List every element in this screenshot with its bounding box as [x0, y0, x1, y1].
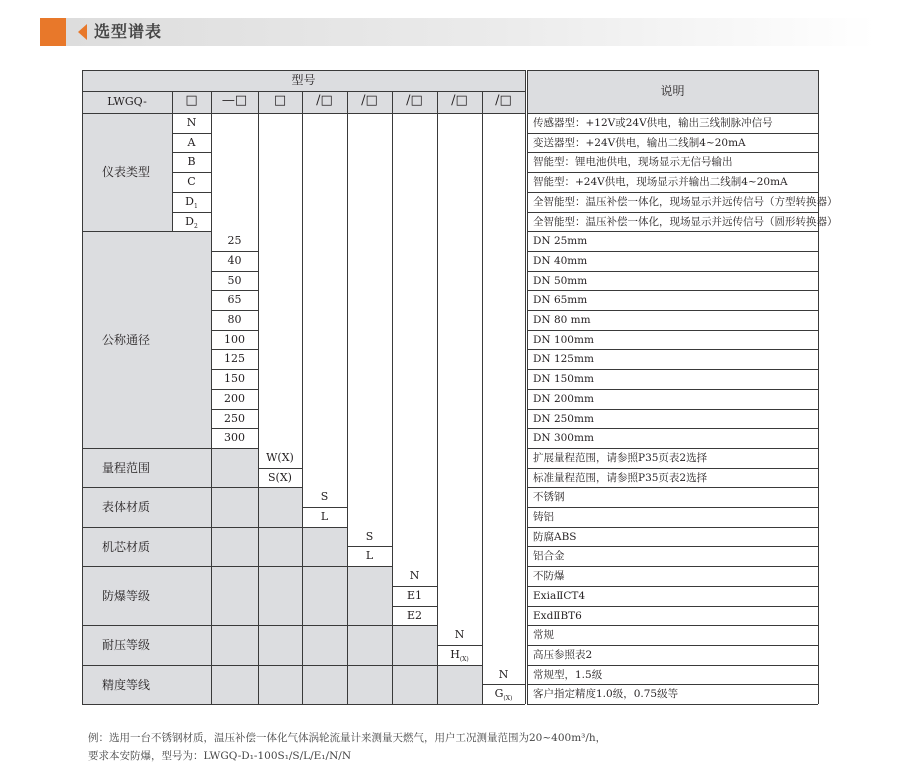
desc-row-line: [527, 389, 818, 390]
model-prefix: LWGQ-: [107, 95, 147, 108]
code-cell-6-2: E1: [406, 589, 423, 602]
desc-row-line: [527, 369, 818, 370]
code-row-line: [211, 271, 258, 272]
code-row-line: [172, 152, 211, 153]
code-cell-1-5: $D_1$: [185, 195, 198, 211]
code-cell-2-3: 50: [227, 274, 242, 287]
description-10: DN 65mm: [533, 294, 588, 306]
description-17: DN 300mm: [533, 432, 594, 444]
group-label-3: 量程范围: [102, 460, 151, 475]
example-note-line-2: 要求本安防爆，型号为：LWGQ-D₁-100S₁/S/L/E₁/N/N: [88, 750, 352, 762]
code-cell-2-8: 150: [224, 372, 245, 385]
code-cell-2-4: 65: [227, 293, 242, 306]
description-19: 标准量程范围，请参照P35页表2选择: [533, 472, 708, 484]
code-row-line: [437, 645, 482, 646]
desc-row-line: [527, 310, 818, 311]
group-separator: [82, 665, 437, 666]
code-cell-5-1: S: [365, 530, 374, 543]
description-14: DN 150mm: [533, 373, 594, 385]
desc-row-line: [527, 507, 818, 508]
code-col-continue-line: [347, 527, 348, 704]
code-col-left-line: [302, 113, 303, 527]
code-row-line: [437, 665, 482, 666]
section-header-bar: [40, 18, 876, 46]
description-5: 全智能型：温压补偿一体化，现场显示并远传信号（方型转换器）: [533, 196, 838, 208]
desc-row-line: [527, 290, 818, 291]
description-23: 铝合金: [533, 550, 565, 562]
description-22: 防腐ABS: [533, 531, 577, 543]
code-row-line: [211, 310, 258, 311]
description-7: DN 25mm: [533, 235, 588, 247]
code-header-1: □: [185, 93, 198, 108]
code-cell-2-5: 80: [227, 313, 242, 326]
code-cell-2-11: 300: [224, 431, 245, 444]
description-8: DN 40mm: [533, 255, 588, 267]
code-row-line: [258, 487, 302, 488]
code-col-continue-line: [437, 625, 438, 704]
desc-row-line: [527, 172, 818, 173]
code-cell-2-9: 200: [224, 392, 245, 405]
desc-row-line: [527, 409, 818, 410]
header-sub-line: [82, 91, 525, 92]
code-cell-8-2: $G_{(X)}$: [494, 687, 513, 703]
desc-row-line: [527, 665, 818, 666]
table-top-border: [82, 70, 525, 71]
code-row-line: [302, 527, 347, 528]
code-row-line: [172, 212, 211, 213]
code-col-continue-line: [211, 231, 212, 704]
code-cell-6-3: E2: [406, 609, 423, 622]
desc-row-line: [527, 606, 818, 607]
group-separator: [82, 625, 392, 626]
description-6: 全智能型：温压补偿一体化，现场显示并远传信号（圆形转换器）: [533, 216, 838, 228]
group-separator: [82, 566, 347, 567]
code-cell-7-2: $H_{(X)}$: [450, 648, 469, 664]
description-1: 传感器型：+12V或24V供电，输出三线制脉冲信号: [533, 117, 773, 129]
code-row-line: [172, 172, 211, 173]
code-row-line: [211, 251, 258, 252]
description-13: DN 125mm: [533, 353, 594, 365]
code-row-line: [211, 389, 258, 390]
desc-heading: 说明: [660, 84, 685, 98]
desc-row-line: [527, 645, 818, 646]
code-header-2: —□: [221, 93, 248, 108]
code-cell-2-1: 25: [227, 234, 242, 247]
code-col-continue-line: [392, 566, 393, 704]
code-col-left-line: [482, 113, 483, 704]
code-cell-2-6: 100: [224, 333, 245, 346]
code-header-7: /□: [451, 93, 468, 108]
group-separator: [82, 527, 302, 528]
desc-row-line: [527, 192, 818, 193]
model-desc-divider: [525, 70, 526, 704]
page-title: 选型谱表: [94, 22, 163, 41]
code-cell-4-1: S: [320, 490, 329, 503]
code-row-line: [392, 606, 437, 607]
desc-header-bottom-line: [527, 113, 818, 114]
code-row-line: [211, 349, 258, 350]
description-25: ExiaⅡCT4: [533, 590, 586, 602]
code-cell-8-1: N: [498, 668, 509, 681]
description-30: 客户指定精度1.0级，0.75级等: [533, 688, 679, 700]
example-note-line-1: 例：选用一台不锈钢材质，温压补偿一体化气体涡轮流量计来测量天燃气，用户工况测量范围为20~400m³/h，: [88, 732, 607, 744]
code-row-line: [392, 586, 437, 587]
code-header-5: /□: [361, 93, 378, 108]
table-left-border: [82, 70, 83, 704]
header-accent-block: [40, 18, 66, 46]
description-29: 常规型，1.5级: [533, 669, 603, 681]
code-header-3: □: [273, 93, 287, 108]
code-row-line: [211, 409, 258, 410]
code-col-left-line: [347, 113, 348, 566]
code-cell-1-4: C: [187, 175, 196, 188]
desc-row-line: [527, 448, 818, 449]
code-col-continue-line: [258, 448, 259, 704]
code-row-line: [347, 566, 392, 567]
code-row-line: [172, 133, 211, 134]
group-label-1: 仪表类型: [102, 165, 151, 179]
group-label-8: 精度等线: [102, 677, 151, 692]
description-26: ExdⅡBT6: [533, 610, 582, 622]
group-label-4: 表体材质: [102, 500, 151, 514]
code-row-line: [258, 468, 302, 469]
code-cell-4-2: L: [320, 510, 329, 523]
desc-row-line: [527, 625, 818, 626]
code-row-line: [172, 192, 211, 193]
description-11: DN 80 mm: [533, 314, 591, 326]
header-bottom-line: [82, 113, 525, 114]
code-cell-2-7: 125: [224, 352, 245, 365]
group-separator: [82, 231, 172, 232]
code-col-left-line: [392, 113, 393, 625]
description-24: 不防爆: [533, 570, 565, 582]
group-label-7: 耐压等级: [102, 638, 151, 652]
code-row-line: [211, 330, 258, 331]
desc-row-line: [527, 468, 818, 469]
group-label-5: 机芯材质: [102, 539, 151, 554]
desc-row-line: [527, 566, 818, 567]
desc-row-line: [527, 231, 818, 232]
code-row-line: [302, 507, 347, 508]
code-cell-3-2: S(X): [268, 471, 292, 484]
description-21: 铸铝: [533, 511, 554, 523]
code-row-line: [211, 369, 258, 370]
desc-row-line: [527, 251, 818, 252]
code-cell-2-2: 40: [227, 254, 242, 267]
description-28: 高压参照表2: [533, 649, 593, 661]
code-row-line: [392, 625, 437, 626]
code-row-line: [482, 684, 525, 685]
code-cell-1-3: B: [187, 155, 196, 168]
code-cell-3-1: W(X): [266, 451, 294, 464]
desc-row-line: [527, 487, 818, 488]
description-3: 智能型：锂电池供电，现场显示无信号输出: [533, 156, 733, 168]
arrow-left-icon: [78, 24, 87, 40]
description-18: 扩展量程范围，请参照P35页表2选择: [533, 452, 708, 464]
code-col-continue-line: [482, 665, 483, 704]
code-row-line: [482, 704, 525, 705]
desc-row-line: [527, 330, 818, 331]
code-cell-7-1: N: [454, 628, 465, 641]
code-header-4: /□: [316, 93, 333, 108]
code-row-line: [347, 546, 392, 547]
group-separator: [82, 448, 211, 449]
description-9: DN 50mm: [533, 275, 588, 287]
description-2: 变送器型：+24V供电，输出二线制4~20mA: [533, 137, 746, 149]
desc-row-line: [527, 271, 818, 272]
description-16: DN 250mm: [533, 413, 594, 425]
desc-row-line: [527, 586, 818, 587]
description-4: 智能型：+24V供电，现场显示并输出二线制4~20mA: [533, 176, 788, 188]
description-27: 常规: [533, 629, 554, 641]
desc-bottom-border: [527, 704, 818, 705]
group-label-6: 防爆等级: [102, 588, 151, 603]
code-header-6: /□: [406, 93, 423, 108]
code-cell-6-1: N: [409, 569, 420, 582]
desc-row-line: [527, 349, 818, 350]
code-col-left-line: [437, 113, 438, 665]
code-cell-5-2: L: [365, 549, 374, 562]
code-cell-1-6: $D_2$: [185, 215, 198, 231]
code-col-continue-line: [302, 487, 303, 704]
desc-row-line: [527, 428, 818, 429]
description-12: DN 100mm: [533, 334, 594, 346]
code-row-line: [172, 231, 211, 232]
code-header-8: /□: [495, 93, 512, 108]
table-right-border: [818, 70, 819, 704]
code-row-line: [211, 448, 258, 449]
desc-row-line: [527, 133, 818, 134]
code-cell-1-2: A: [187, 136, 196, 149]
code-col-left-line: [258, 113, 259, 487]
code-cell-1-1: N: [186, 116, 197, 129]
desc-row-line: [527, 546, 818, 547]
desc-row-line: [527, 212, 818, 213]
model-heading: 型号: [291, 73, 316, 87]
group-label-2: 公称通径: [102, 332, 151, 347]
desc-top-border: [527, 70, 818, 71]
group-separator: [82, 487, 258, 488]
desc-row-line: [527, 152, 818, 153]
group-separator: [82, 704, 482, 705]
desc-left-border: [527, 70, 528, 704]
code-row-line: [211, 428, 258, 429]
description-20: 不锈钢: [533, 491, 565, 503]
description-15: DN 200mm: [533, 393, 594, 405]
desc-row-line: [527, 527, 818, 528]
desc-row-line: [527, 684, 818, 685]
code-cell-2-10: 250: [224, 412, 245, 425]
code-row-line: [211, 290, 258, 291]
